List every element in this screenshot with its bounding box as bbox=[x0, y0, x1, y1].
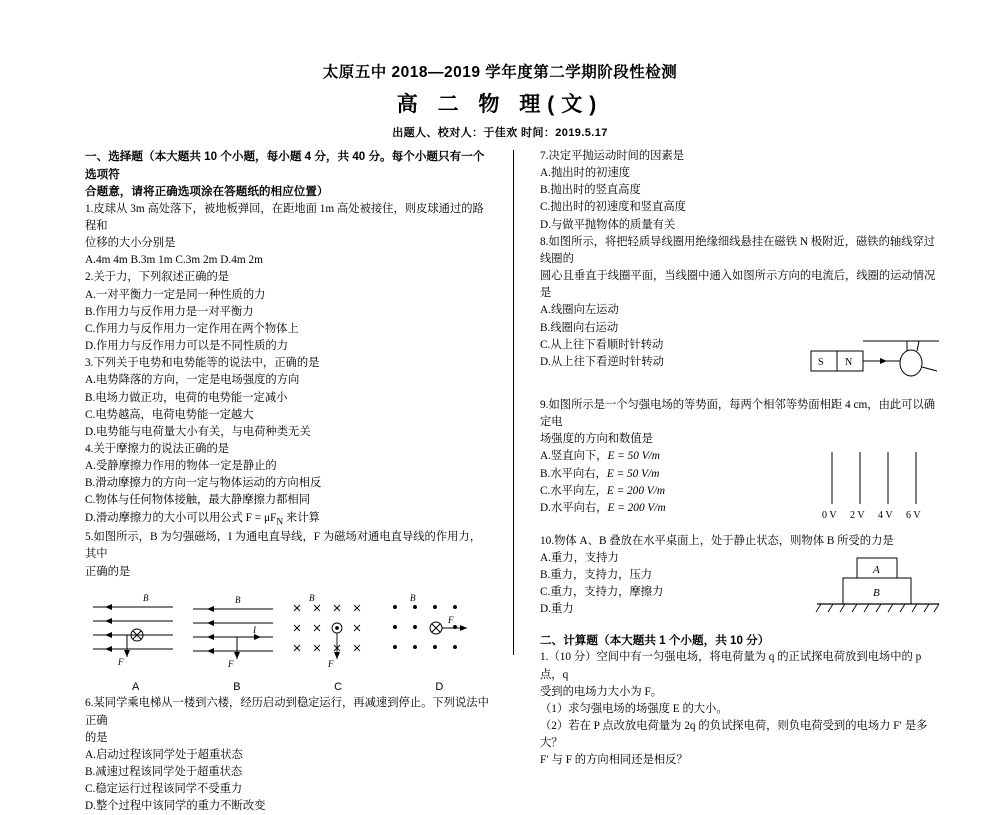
left-column bbox=[85, 148, 490, 815]
q3-option-d: D.电势能与电荷量大小有关，与电荷种类无关 bbox=[85, 425, 311, 438]
q11-part1: （1）求匀强电场的场强度 E 的大小。 bbox=[540, 702, 728, 715]
q9-equipotential-figure bbox=[820, 448, 945, 530]
q6-option-c: C.稳定运行过程该同学不受重力 bbox=[85, 783, 243, 796]
q4-option-d-subscript: N bbox=[276, 516, 284, 527]
q11-line1: 1.（10 分）空间中有一匀强电场，将电荷量为 q 的正试探电荷放到电场中的 p 点，q bbox=[540, 651, 922, 681]
q10-option-c: C.重力，支持力，摩擦力 bbox=[540, 585, 664, 598]
document-header bbox=[0, 0, 1000, 140]
q9-option-c-value: E = 200 V/m bbox=[606, 484, 665, 497]
q5-stem-line1: 5.如图所示，B 为匀强磁场，I 为通电直导线，F 为磁场对通电直导线的作用力，其中 bbox=[85, 531, 482, 561]
section-2-title: 二、计算题（本大题共 1 个小题，共 10 分） bbox=[540, 633, 770, 647]
q6-option-b: B.减速过程该同学处于超重状态 bbox=[85, 766, 243, 779]
q8-option-b: B.线圈向右运动 bbox=[540, 321, 619, 334]
q9-option-d-label: D.水平向右， bbox=[540, 501, 608, 514]
q10-block bbox=[540, 550, 945, 632]
q5-stem-line2: 正确的是 bbox=[85, 565, 131, 578]
q2-option-d: D.作用力与反作用力可以是不同性质的力 bbox=[85, 340, 289, 353]
q5-label-b: B bbox=[233, 680, 241, 693]
q8-magnet-coil-figure bbox=[807, 337, 945, 395]
q6-stem-line1: 6.某同学乘电梯从一楼到六楼，经历启动到稳定运行，再减速到停止。下列说法中正确 bbox=[85, 697, 489, 727]
q3-option-c: C.电势越高，电荷电势能一定越大 bbox=[85, 408, 254, 421]
svg-text:0 V: 0 V bbox=[822, 510, 837, 522]
q11-line2: 受到的电场力大小为 F。 bbox=[540, 685, 663, 698]
svg-text:B: B bbox=[143, 592, 149, 603]
q8-option-d: D.从上往下看逆时针转动 bbox=[540, 355, 664, 368]
section-1-title-line2: 合题意，请将正确选项涂在答题纸的相应位置） bbox=[85, 185, 329, 199]
svg-text:6 V: 6 V bbox=[906, 510, 921, 522]
q9-option-d-value: E = 200 V/m bbox=[607, 501, 666, 514]
q4-stem: 4.关于摩擦力的说法正确的是 bbox=[85, 443, 230, 456]
section-1-title-line1: 一、选择题（本大题共 10 个小题，每小题 4 分，共 40 分。每个小题只有一个选项符 bbox=[85, 150, 485, 181]
q2-option-c: C.作用力与反作用力一定作用在两个物体上 bbox=[85, 322, 299, 335]
q2-option-b: B.作用力与反作用力是一对平衡力 bbox=[85, 305, 254, 318]
right-column bbox=[540, 148, 945, 770]
q5-figure bbox=[85, 585, 490, 677]
q4-option-d bbox=[85, 510, 490, 530]
q8-option-a: A.线圈向左运动 bbox=[540, 304, 619, 317]
svg-text:B: B bbox=[873, 586, 880, 599]
svg-text:F: F bbox=[118, 656, 124, 667]
svg-text:F: F bbox=[448, 614, 454, 625]
svg-text:F: F bbox=[228, 658, 234, 669]
svg-text:B: B bbox=[410, 592, 416, 603]
q2-stem: 2.关于力，下列叙述正确的是 bbox=[85, 271, 230, 284]
q11-part2: （2）若在 P 点改放电荷量为 2q 的负试探电荷，则负电荷受到的电场力 F′ 是多大？ bbox=[540, 720, 928, 750]
q9-stem-line1: 9.如图所示是一个匀强电场的等势面，每两个相邻等势面相距 4 cm，由此可以确定电 bbox=[540, 398, 936, 429]
q10-option-d: D.重力 bbox=[540, 603, 574, 616]
q1-stem-line2: 位移的大小分别是 bbox=[85, 237, 176, 250]
q4-option-b: B.滑动摩擦力的方向一定与物体运动的方向相反 bbox=[85, 477, 322, 490]
q5-label-a: A bbox=[131, 680, 140, 693]
q6-stem-line2: 的是 bbox=[85, 731, 108, 744]
q9-option-b-label: B.水平向右， bbox=[540, 467, 607, 480]
q6-option-d: D.整个过程中该同学的重力不断改变 bbox=[85, 800, 266, 813]
q3-option-a: A.电势降落的方向，一定是电场强度的方向 bbox=[85, 374, 300, 387]
q9-option-a-label: A.竖直向下， bbox=[540, 450, 608, 463]
page-meta: 出题人、校对人：于佳欢 时间：2019.5.17 bbox=[392, 127, 608, 139]
q2-option-a: A.一对平衡力一定是同一种性质的力 bbox=[85, 288, 266, 301]
q9-option-b-value: E = 50 V/m bbox=[606, 467, 660, 480]
q1-options: A.4m 4m B.3m 1m C.3m 2m D.4m 2m bbox=[85, 254, 263, 267]
q3-option-b: B.电场力做正功，电荷的电势能一定减小 bbox=[85, 391, 288, 404]
q9-option-a-value: E = 50 V/m bbox=[607, 450, 660, 463]
q4-option-d-main: D.滑动摩擦力的大小可以用公式 F = μF bbox=[85, 511, 277, 524]
q10-stacked-blocks-figure bbox=[813, 550, 945, 630]
svg-text:N: N bbox=[845, 356, 853, 368]
q8-figure-wrap bbox=[540, 337, 945, 397]
page-title: 太原五中 2018—2019 学年度第二学期阶段性检测 bbox=[322, 64, 678, 81]
svg-text:I: I bbox=[253, 624, 256, 635]
q11-part2-cont: F′ 与 F 的方向相同还是相反？ bbox=[540, 754, 688, 767]
q4-option-d-tail: 来计算 bbox=[283, 511, 320, 524]
svg-text:4 V: 4 V bbox=[878, 510, 893, 522]
q8-option-c: C.从上往下看顺时针转动 bbox=[540, 338, 664, 351]
q1-stem-line1: 1.皮球从 3m 高处落下，被地板弹回，在距地面 1m 高处被接住，则皮球通过的路程和 bbox=[85, 202, 484, 232]
q3-stem: 3.下列关于电势和电势能等的说法中，正确的是 bbox=[85, 357, 320, 370]
q4-option-c: C.物体与任何物体接触，最大静摩擦力都相同 bbox=[85, 494, 311, 507]
q4-option-a: A.受静摩擦力作用的物体一定是静止的 bbox=[85, 460, 277, 473]
q5-label-c: C bbox=[334, 680, 343, 693]
svg-text:2 V: 2 V bbox=[850, 510, 865, 522]
svg-text:B: B bbox=[235, 594, 241, 605]
page-subtitle: 高 二 物 理(文) bbox=[396, 93, 604, 116]
svg-text:F: F bbox=[328, 658, 334, 669]
q8-stem-line2: 圆心且垂直于线圈平面，当线圈中通入如图所示方向的电流后，线圈的运动情况是 bbox=[540, 270, 936, 300]
q9-stem-line2: 场强度的方向和数值是 bbox=[540, 433, 653, 446]
q9-option-c-label: C.水平向左， bbox=[540, 484, 607, 497]
q10-stem: 10.物体 A、B 叠放在水平桌面上，处于静止状态，则物体 B 所受的力是 bbox=[540, 534, 894, 547]
q10-option-a: A.重力，支持力 bbox=[540, 551, 619, 564]
q8-stem-line1: 8.如图所示，将把轻质导线圈用绝缘细线悬挂在磁铁 N 极附近，磁铁的轴线穿过线圈的 bbox=[540, 235, 936, 265]
q7-option-d: D.与做平抛物体的质量有关 bbox=[540, 218, 676, 231]
svg-text:S: S bbox=[818, 356, 824, 368]
q5-label-d: D bbox=[435, 680, 444, 693]
q10-option-b: B.重力，支持力，压力 bbox=[540, 568, 653, 581]
body-columns bbox=[0, 148, 1000, 813]
q6-option-a: A.启动过程该同学处于超重状态 bbox=[85, 748, 243, 761]
q7-option-c: C.抛出时的初速度和竖直高度 bbox=[540, 201, 686, 214]
q5-figure-labels bbox=[85, 679, 490, 696]
q7-option-a: A.抛出时的初速度 bbox=[540, 167, 631, 180]
svg-text:B: B bbox=[309, 592, 315, 603]
svg-text:A: A bbox=[873, 563, 880, 576]
q9-block bbox=[540, 448, 945, 532]
q7-stem: 7.决定平抛运动时间的因素是 bbox=[540, 150, 685, 162]
q7-option-b: B.抛出时的竖直高度 bbox=[540, 184, 641, 197]
